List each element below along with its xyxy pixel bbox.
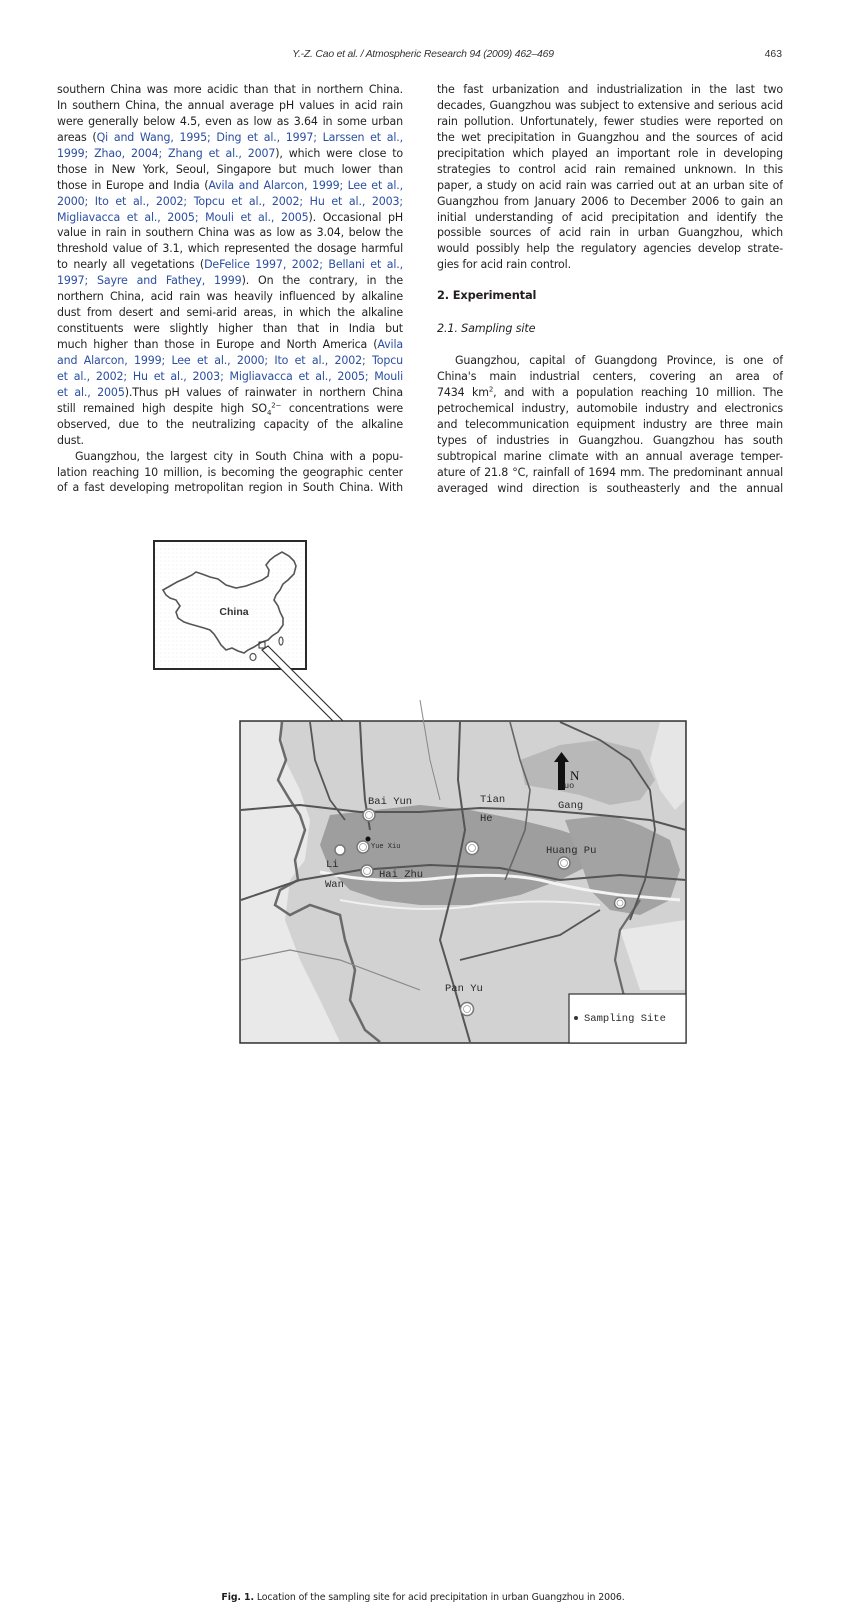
text-run: areas ( [57, 130, 97, 144]
text-line [57, 433, 403, 449]
text-line: precipitation which played an important role in developing [437, 146, 783, 160]
china-inset-map [154, 541, 306, 669]
journal-citation: Y.-Z. Cao et al. / Atmospheric Research 94 (2009) 462–469 [292, 49, 554, 60]
text-run: those in New York, Seoul, Singapore but much lower than [57, 162, 403, 176]
site-marker-east [615, 898, 626, 909]
label-he: He [480, 813, 493, 825]
label-li: Li [326, 859, 339, 871]
text-run: still remained high despite high SO [57, 401, 267, 415]
text-run: dust. [57, 433, 84, 447]
text-line [57, 369, 403, 385]
text-run: Guangzhou, the largest city in South China with a popu- [75, 449, 403, 463]
text-line [57, 273, 403, 289]
citation-link[interactable]: DeFelice 1997, 2002; Bellani et al., [204, 258, 403, 272]
text-line: ature of 21.8 °C, rainfall of 1694 mm. The predominant annual [437, 465, 783, 479]
text-line: gies for acid rain control. [437, 258, 571, 272]
text-run: 2− [271, 401, 282, 410]
text-line: subtropical marine climate with an annual average temper- [437, 449, 783, 463]
label-wan: Wan [325, 879, 344, 891]
text-run: 4 [266, 408, 272, 417]
figure-caption [0, 1592, 846, 1603]
paragraph-intro-continued [437, 82, 783, 273]
text-line [57, 225, 403, 241]
text-run: threshold value of 3.1, which represented the dosage harmful [57, 242, 403, 256]
subsection-heading: 2.1. Sampling site [437, 322, 536, 336]
text-line: 7434 $km^2$, and with a population reaching 10 million. The [437, 385, 783, 400]
label-tian: Tian [480, 794, 506, 806]
citation-link[interactable]: Migliavacca et al., 2005; Mouli et al., 2005 [57, 210, 309, 224]
citation-link[interactable]: et al., 2005 [57, 385, 125, 399]
citation-link[interactable]: Avila and Alarcon, 1999; Lee et al., [208, 178, 403, 192]
text-line: and telecommunication equipment industry are three main [437, 418, 783, 431]
text-run: dust from desert and semi-arid areas, in which the alkaline [57, 306, 403, 320]
text-line: the wet precipitation in Guangzhou and the sources of acid [437, 130, 783, 144]
text-line [57, 321, 403, 337]
text-line: decades, Guangzhou was subject to extensive and serious acid [437, 98, 783, 112]
text-line [57, 417, 403, 433]
text-run: of a fast developing metropolitan region in South China. With [57, 481, 403, 495]
left-column [57, 82, 403, 496]
section-heading: 2. Experimental [437, 288, 537, 303]
text-line: averaged wind direction is southeasterly and the annual [437, 481, 783, 495]
text-run: northern China, acid rain was heavily influenced by alkaline [57, 290, 403, 304]
site-marker-baiyun [363, 809, 375, 821]
north-label: N [570, 768, 580, 783]
figure-1 [0, 530, 846, 1603]
citation-link[interactable]: 1997; Sayre and Fathey, 1999 [57, 274, 242, 288]
site-marker-tianhe [466, 842, 479, 855]
text-run: lation reaching 10 million, is becoming the geographic center [57, 465, 403, 479]
text-run: southern China was more acidic than that in northern China. [57, 83, 403, 96]
text-run: ), which were close to [275, 146, 403, 160]
text-line: strategies to control acid rain remained unknown. In this [437, 162, 783, 176]
text-line: Guangzhou from January 2006 to December 2006 to gain an [437, 194, 783, 208]
superscript: 2 [488, 385, 494, 394]
text-run: ). On the contrary, in the [241, 274, 403, 288]
guangzhou-map [240, 700, 686, 1043]
site-marker-huangpu [558, 857, 570, 869]
text-line: paper, a study on acid rain was carried out at an urban site of [437, 178, 783, 192]
china-label: China [219, 606, 249, 618]
citation-link[interactable]: Avila [377, 338, 403, 351]
text-run: constituents were slightly higher than that in India but [57, 322, 403, 336]
page-number: 463 [764, 49, 782, 60]
text-line [57, 449, 403, 465]
text-run: much higher than those in Europe and North America ( [57, 338, 378, 351]
text-line: possible sources of acid rain in urban Guangzhou, which [437, 226, 783, 240]
text-line [57, 480, 403, 496]
text-line: China's main industrial centers, covering an area of [437, 370, 783, 384]
citation-link[interactable]: Qi and Wang, 1995; Ding et al., 1997; Larssen et al., [96, 130, 403, 144]
text-line: petrochemical industry, automobile industry and electronics [437, 402, 783, 416]
text-line: would possibly help the regulatory agencies develop strate- [437, 242, 783, 256]
site-marker-panyu [461, 1003, 474, 1016]
study-site-dot [366, 837, 371, 842]
map-legend [569, 994, 686, 1043]
text-run: In southern China, the annual average pH values in acid rain [57, 98, 403, 112]
text-line [57, 130, 403, 146]
text-line [57, 194, 403, 210]
citation-link[interactable]: 2000; Ito et al., 2002; Topcu et al., 2002; Hu et al., 2003; [57, 194, 403, 208]
text-run: ). Occasional pH [308, 210, 403, 224]
text-run: those in Europe and India ( [57, 178, 209, 192]
citation-link[interactable]: et al., 2002; Hu et al., 2003; Migliavacca et al., 2005; Mouli [57, 369, 403, 383]
paragraph-sampling-site [437, 353, 783, 496]
site-marker-haizhu [361, 865, 373, 877]
text-run: concentrations were [281, 401, 403, 415]
caption-text: Location of the sampling site for acid precipitation in urban Guangzhou in 2006. [253, 1592, 625, 1603]
legend-label: Sampling Site [584, 1013, 666, 1025]
text-line [57, 146, 403, 162]
site-marker-liwan [335, 845, 345, 855]
text-run: value in rain in southern China was as low as 3.04, below the [57, 226, 403, 240]
label-bai-yun: Bai Yun [368, 796, 413, 808]
running-head [0, 49, 846, 65]
text-line [57, 337, 403, 353]
text-line [57, 353, 403, 369]
text-run: observed, due to the neutralizing capacity of the alkaline [57, 417, 403, 431]
inset-frame [154, 541, 306, 669]
text-line [57, 305, 403, 321]
legend-marker-icon [574, 1016, 578, 1020]
text-line [57, 178, 403, 194]
text-line [57, 162, 403, 178]
text-line [57, 401, 403, 417]
right-column [437, 82, 783, 497]
label-yue-xiu: Yue Xiu [371, 843, 401, 851]
figure-graphic [0, 530, 846, 1050]
text-line [57, 82, 403, 98]
text-line: initial understanding of acid precipitation and identify the [437, 210, 783, 224]
text-line [57, 465, 403, 481]
text-line [57, 114, 403, 130]
label-luo: uo [564, 781, 575, 791]
text-line [57, 210, 403, 226]
caption-label: Fig. 1. [221, 1592, 254, 1603]
text-line: rain pollution. Unfortunately, fewer studies were reported on [437, 114, 783, 128]
text-line: types of industries in Guangzhou. Guangzhou has south [437, 433, 783, 447]
label-huang-pu: Huang Pu [546, 845, 597, 857]
citation-link[interactable]: and Alarcon, 1999; Lee et al., 2000; Ito et al., 2002; Topcu [57, 353, 403, 367]
spacer [437, 337, 783, 353]
text-line: Guangzhou, capital of Guangdong Province, is one of [455, 354, 783, 368]
label-hai-zhu: Hai Zhu [379, 869, 424, 881]
text-line [57, 385, 403, 401]
text-run: ).Thus pH values of rainwater in northern China [124, 385, 403, 399]
label-pan-yu: Pan Yu [445, 983, 483, 995]
text-run: to nearly all vegetations ( [57, 258, 205, 272]
site-marker-yuexiu [357, 841, 369, 853]
text-run: were generally below 4.5, even as low as 3.64 in some urban [57, 114, 403, 128]
citation-link[interactable]: 1999; Zhao, 2004; Zhang et al., 2007 [57, 146, 276, 160]
text-line [57, 289, 403, 305]
text-line [57, 98, 403, 114]
text-line [57, 257, 403, 273]
text-line: the fast urbanization and industrialization in the last two [437, 83, 783, 96]
text-line [57, 241, 403, 257]
label-gang: Gang [558, 800, 584, 812]
